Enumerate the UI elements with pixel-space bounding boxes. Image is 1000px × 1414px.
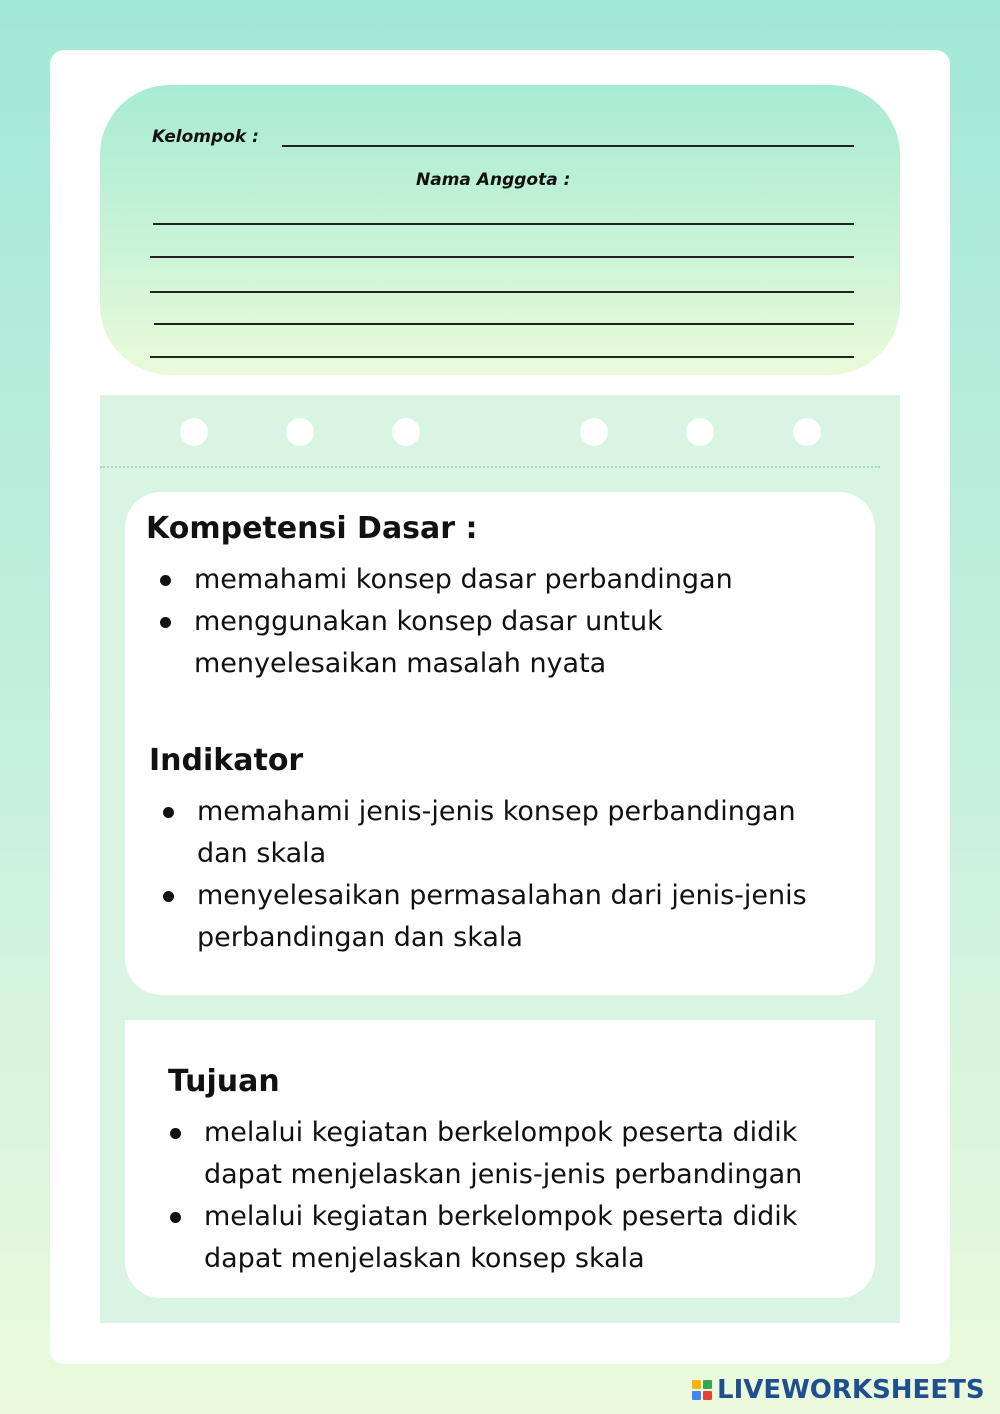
kompetensi-list <box>146 559 846 685</box>
list-item: memahami jenis-jenis konsep perbandingan dan skala <box>149 791 849 875</box>
indikator-list <box>149 791 849 959</box>
kelompok-label: Kelompok : <box>152 127 259 147</box>
member-line-4[interactable] <box>154 323 854 325</box>
indikator-title: Indikator <box>149 743 304 778</box>
kelompok-line[interactable] <box>282 145 854 147</box>
list-item: memahami konsep dasar perbandingan <box>146 559 846 601</box>
bullet-icon <box>160 617 171 628</box>
member-line-2[interactable] <box>150 256 854 258</box>
logo-text: LIVEWORKSHEETS <box>717 1375 985 1405</box>
liveworksheets-logo <box>692 1374 985 1406</box>
bullet-icon <box>160 575 171 586</box>
binder-hole <box>686 418 714 446</box>
member-line-3[interactable] <box>150 291 854 293</box>
tujuan-list <box>156 1112 866 1280</box>
tujuan-title: Tujuan <box>168 1064 280 1099</box>
binder-hole <box>180 418 208 446</box>
list-item: menggunakan konsep dasar untuk menyelesaikan masalah nyata <box>146 601 846 685</box>
bullet-icon <box>170 1128 181 1139</box>
dotted-divider <box>100 466 880 468</box>
binder-hole <box>392 418 420 446</box>
list-item: menyelesaikan permasalahan dari jenis-jenis perbandingan dan skala <box>149 875 849 959</box>
nama-anggota-label: Nama Anggota : <box>416 170 571 190</box>
binder-hole <box>286 418 314 446</box>
binder-hole <box>580 418 608 446</box>
kompetensi-title: Kompetensi Dasar : <box>146 511 478 546</box>
bullet-icon <box>163 891 174 902</box>
member-line-1[interactable] <box>153 223 854 225</box>
bullet-icon <box>163 807 174 818</box>
list-item: melalui kegiatan berkelompok peserta didik dapat menjelaskan konsep skala <box>156 1196 866 1280</box>
member-line-5[interactable] <box>150 356 854 358</box>
logo-blocks-icon <box>692 1380 712 1400</box>
binder-hole <box>793 418 821 446</box>
bullet-icon <box>170 1212 181 1223</box>
list-item: melalui kegiatan berkelompok peserta didik dapat menjelaskan jenis-jenis perbandingan <box>156 1112 866 1196</box>
